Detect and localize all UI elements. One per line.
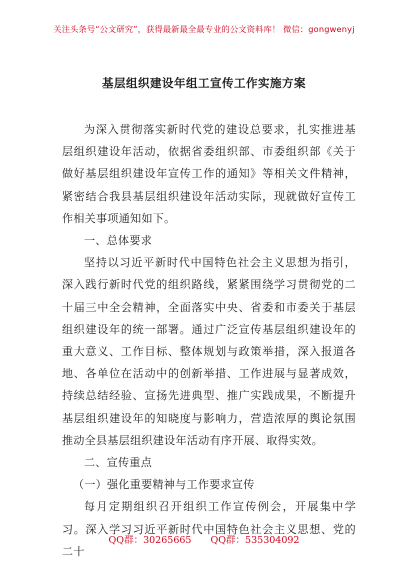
- section-heading-1: 一、总体要求: [84, 234, 153, 248]
- section-heading-2: 二、宣传重点: [84, 456, 153, 470]
- document-title: 基层组织建设年组工宣传工作实施方案: [102, 76, 306, 90]
- section1-paragraph: 坚持以习近平新时代中国特色社会主义思想为指引，深入践行新时代党的组织路线，紧紧围绕学习贯彻党的二十届三中全会精神，全面落实中央、省委和市委关于基层组织建设年的统一部署。通过广泛宣传基层组织建设年的重大意义、工作目标、整体规划与政策举措，深入报道各地、各单位在活动中的创新举措、工作进展与显著成效，持续总结经验、宣扬先进典型、推广实践成果，不断提升基层组织建设年的知晓度与影响力，营造浓厚的舆论氛围推动全县基层组织建设年活动有序开展、取得实效。: [62, 256, 356, 447]
- intro-paragraph: 为深入贯彻落实新时代党的建设总要求，扎实推进基层组织建设年活动，依据省委组织部、市委组织部《关于做好基层组织建设年宣传工作的通知》等相关文件精神，紧密结合我县基层组织建设年活动实际，现就做好宣传工作相关事项通知如下。: [62, 123, 356, 225]
- subsection-heading-1: （一）强化重要精神与工作要求宣传: [73, 478, 255, 492]
- section2-paragraph: 每月定期组织召开组织工作宣传例会，开展集中学习。深入学习习近平新时代中国特色社会主义思想、党的二十: [62, 500, 356, 558]
- qq-group-2: QQ群：535304092: [210, 535, 300, 546]
- header-banner: 关注头条号“公文研究”，获得最新最全最专业的公文资料库！ 微信：gongwenyj: [53, 24, 355, 34]
- footer-contact: [0, 532, 408, 546]
- qq-group-1: QQ群：30265665: [108, 535, 192, 546]
- document-body: [62, 119, 356, 563]
